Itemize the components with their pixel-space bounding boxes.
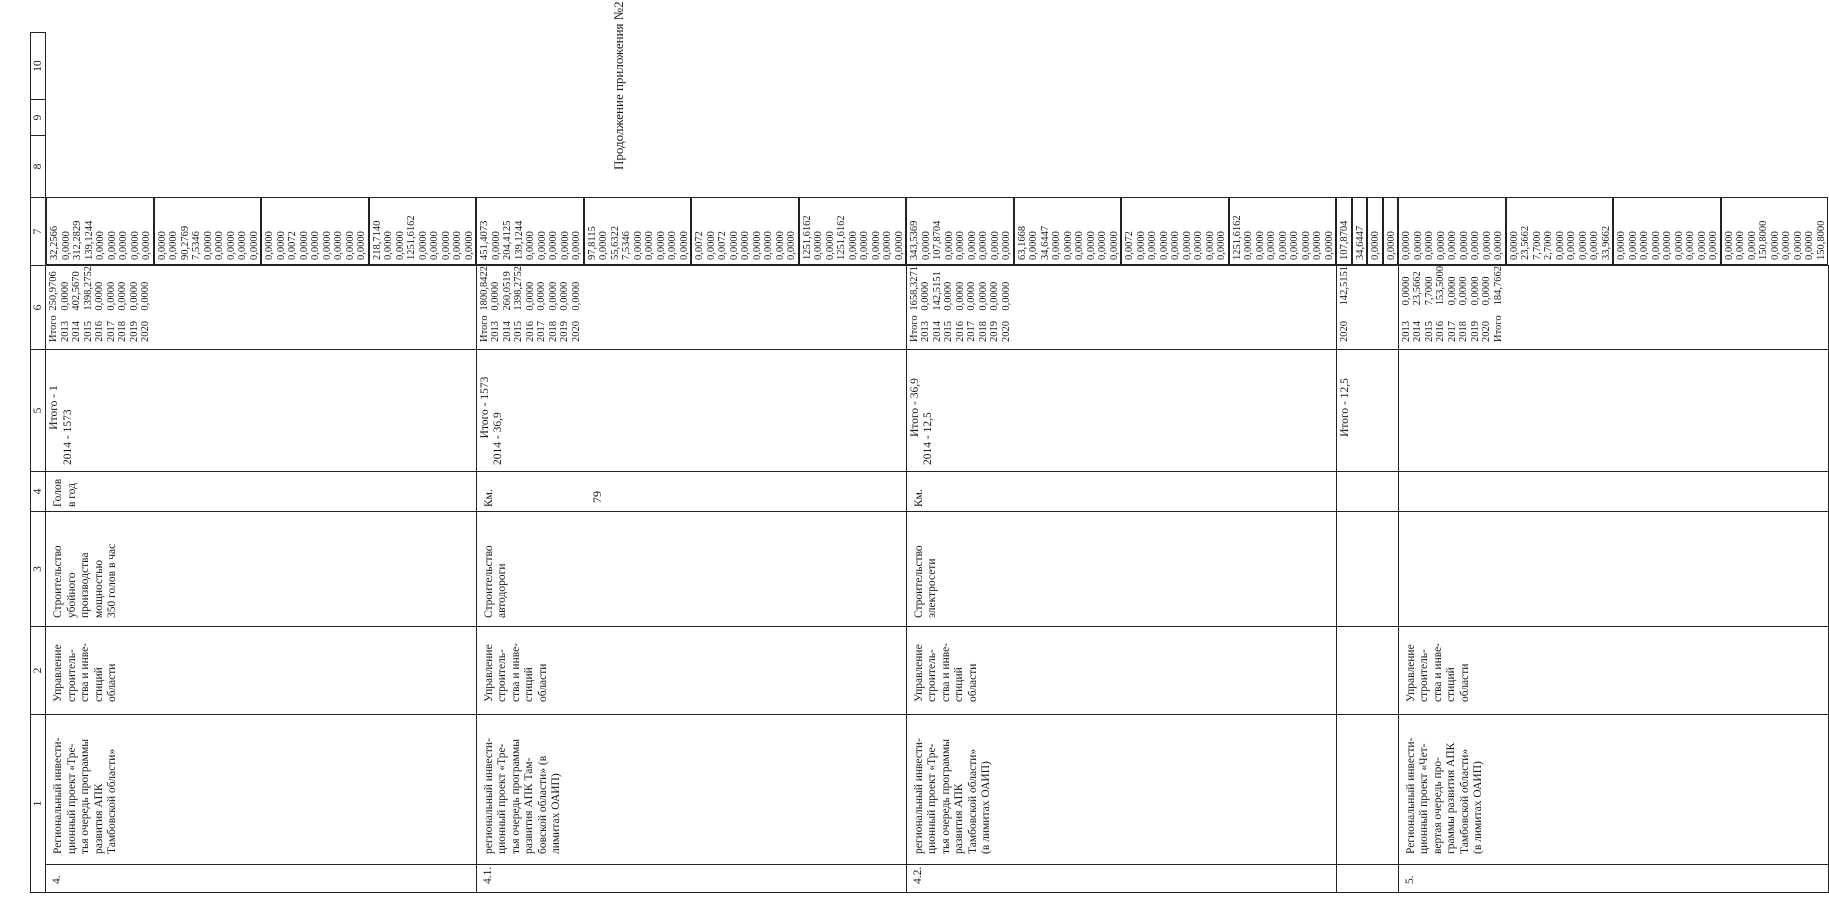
year-list: Итого 2013 2014 2015 2016 2017 2018 2019 2020: [48, 315, 151, 342]
object-description: [1398, 512, 1828, 627]
row-number: 5.: [1398, 865, 1828, 893]
header-col-1: 1: [31, 715, 46, 893]
funding-col-7: 32,2566 0,0000 312,2829 139,1244 0,0000 0,0000 0,0000 0,0000 0,0000: [46, 198, 154, 266]
object-description: Строительство электросети: [906, 512, 1336, 627]
responsible-agency: Управление строитель- ства и инве- стиций области: [476, 627, 906, 715]
funding-col-10: 0,0000: [1383, 198, 1399, 266]
unit-of-measure: Голов в год: [46, 472, 477, 512]
table-row: [476, 33, 906, 893]
capacity-indicator: [1336, 350, 1398, 472]
capacity-total: Итого - 36,9: [908, 378, 921, 437]
funding-col-10: 1251,6162 0,0000 0,0000 0,0000 0,0000 0,0000 0,0000 0,0000 0,0000: [1229, 198, 1337, 266]
funding-col-8: 63,1668 0,0000 34,6447 0,0000 0,0000 0,0000 0,0000 0,0000 0,0000: [1014, 198, 1122, 266]
header-col-9: 9: [31, 100, 46, 136]
funding-col-8: 0,0000 0,0000 90,2769 7,5346 0,0000 0,0000 0,0000 0,0000 0,0000: [154, 198, 262, 266]
project-name: региональный инвести- ционный проект «Тре- тья очередь программы развития АПК Тамбовской области» (в лимитах ОАИП): [906, 715, 1336, 865]
funding-col-7: 451,4073 0,0000 204,4125 139,1244 0,0000 0,0000 0,0000 0,0000 0,0000: [476, 198, 584, 266]
header-col-8: 8: [31, 136, 46, 198]
header-col-3: 3: [31, 512, 46, 627]
funding-col-8: 97,8115 0,0000 55,6322 7,5346 0,0000 0,0000 0,0000 0,0000 0,0000: [584, 198, 692, 266]
capacity-by-year: 2014 - 36,9: [492, 412, 504, 465]
funding-total-values: 0,0000 23,5662 7,7000 153,5000 0,0000 0,0000 0,0000 0,0000 184,7662: [1400, 266, 1504, 306]
responsible-agency: Управление строитель- ства и инве- стиций области: [1398, 627, 1828, 715]
unit-of-measure: [1336, 472, 1398, 512]
capacity-by-year: 2014 - 12,5: [922, 412, 934, 465]
table-row: [906, 33, 1336, 893]
funding-total-cell: [476, 266, 906, 350]
row-number: [1336, 865, 1398, 893]
table-row: [1398, 33, 1828, 893]
unit-of-measure: [1398, 472, 1828, 512]
project-name: региональный инвести- ционный проект «Тре- тья очередь программы развития АПК Там- бовской области» (в лимитах ОАИП): [476, 715, 906, 865]
funding-col-7: 343,5369 0,0000 107,8704 0,0000 0,0000 0,0000 0,0000 0,0000 0,0000: [906, 198, 1014, 266]
header-col-6: 6: [31, 266, 46, 350]
capacity-indicator: [46, 350, 477, 472]
funding-col-9: 0,0000 0,0000 0,0072 0,0000 0,0000 0,0000 0,0000 0,0000 0,0000: [261, 198, 369, 266]
capacity-indicator: [906, 350, 1336, 472]
funding-col-9: 0,0000 0,0000 0,0000 0,0000 0,0000 0,0000 0,0000 0,0000 0,0000: [1613, 198, 1721, 266]
unit-of-measure: Км.: [906, 472, 1336, 512]
funding-col-9: 0,0000: [1367, 198, 1383, 266]
funding-total-values: 1800,8422 0,0000 260,0519 1398,2752 0,0000 0,0000 0,0000 0,0000 0,0000: [478, 266, 582, 311]
funding-total-cell: [1398, 266, 1828, 350]
funding-col-8: 0,0000 23,5662 7,7000 2,7000 0,0000 0,0000 0,0000 0,0000 33,9662: [1506, 198, 1614, 266]
capacity-total: Итого - 12,5: [1338, 378, 1351, 437]
appendix-caption: Продолжение приложения №2: [611, 1, 626, 170]
header-row: [31, 33, 46, 893]
funding-col-7: 107,8704: [1336, 198, 1352, 266]
funding-col-9: 0,0072 0,0000 0,0072 0,0000 0,0000 0,0000 0,0000 0,0000 0,0000: [691, 198, 799, 266]
funding-total-cell: [906, 266, 1336, 350]
funding-total-cell: [46, 266, 477, 350]
funding-col-8: 34,6447: [1352, 198, 1368, 266]
capacity-indicator: [476, 350, 906, 472]
header-col-2: 2: [31, 627, 46, 715]
row-number: 4.: [46, 865, 477, 893]
funding-col-10: 1251,6162 0,0000 0,0000 1251,6162 0,0000 0,0000 0,0000 0,0000 0,0000: [799, 198, 907, 266]
header-col-7: 7: [31, 198, 46, 266]
year-list: 2020: [1338, 321, 1350, 342]
project-name: [1336, 715, 1398, 865]
object-description: Строительство автодороги: [476, 512, 906, 627]
year-list: Итого 2013 2014 2015 2016 2017 2018 2019 2020: [908, 315, 1012, 342]
table-row: [1336, 33, 1398, 893]
header-col-5: 5: [31, 350, 46, 472]
funding-col-10: 218,7140 0,0000 0,0000 1251,6162 0,0000 0,0000 0,0000 0,0000 0,0000: [369, 198, 477, 266]
capacity-total: Итого - 1: [48, 385, 60, 430]
unit-of-measure: Км.: [476, 472, 906, 512]
funding-total-values: 1658,3271 0,0000 142,5151 0,0000 0,0000 0,0000 0,0000 0,0000 0,0000: [908, 266, 1012, 311]
funding-col-10: 0,0000 0,0000 0,0000 150,8000 0,0000 0,0000 0,0000 0,0000 150,8000: [1721, 198, 1829, 266]
responsible-agency: Управление строитель- ства и инве- стиций области: [906, 627, 1336, 715]
row-number: 4.2.: [906, 865, 1336, 893]
funding-col-9: 0,0072 0,0000 0,0000 0,0000 0,0000 0,0000 0,0000 0,0000 0,0000: [1121, 198, 1229, 266]
object-description: Строительство убойного производства мощностью 350 голов в час: [46, 512, 477, 627]
header-col-10: 10: [31, 33, 46, 100]
capacity-by-year: 2014 - 1573: [61, 409, 74, 465]
header-col-4: 4: [31, 472, 46, 512]
capacity-total: Итого - 1573: [478, 376, 491, 439]
funding-total-cell: [1336, 266, 1398, 350]
object-description: [1336, 512, 1398, 627]
capacity-indicator: [1398, 350, 1828, 472]
year-list: 2013 2014 2015 2016 2017 2018 2019 2020 Итого: [1400, 315, 1504, 342]
table-row: [46, 33, 477, 893]
funding-total-values: 142,5151: [1338, 266, 1350, 306]
funding-col-7: 0,0000 0,0000 0,0000 0,0000 0,0000 0,0000 0,0000 0,0000 0,0000: [1398, 198, 1506, 266]
project-name: Региональный инвести- ционный проект «Тре- тья очередь программы развития АПК Тамбовской области»: [46, 715, 477, 865]
financing-table: [30, 32, 1829, 893]
responsible-agency: [1336, 627, 1398, 715]
year-list: Итого 2013 2014 2015 2016 2017 2018 2019 2020: [478, 315, 582, 342]
funding-total-values: 250,9706 0,0000 402,5670 1398,2752 0,0000 0,0000 0,0000 0,0000 0,0000: [48, 266, 151, 311]
row-number: 4.1.: [476, 865, 906, 893]
responsible-agency: Управление строитель- ства и инве- стиций области: [46, 627, 477, 715]
project-name: Региональный инвести- ционный проект «Чет- вертая очередь про- граммы развития АПК Тамбовской области» (в лимитах ОАИП): [1398, 715, 1828, 865]
page-number: 79: [590, 491, 604, 503]
